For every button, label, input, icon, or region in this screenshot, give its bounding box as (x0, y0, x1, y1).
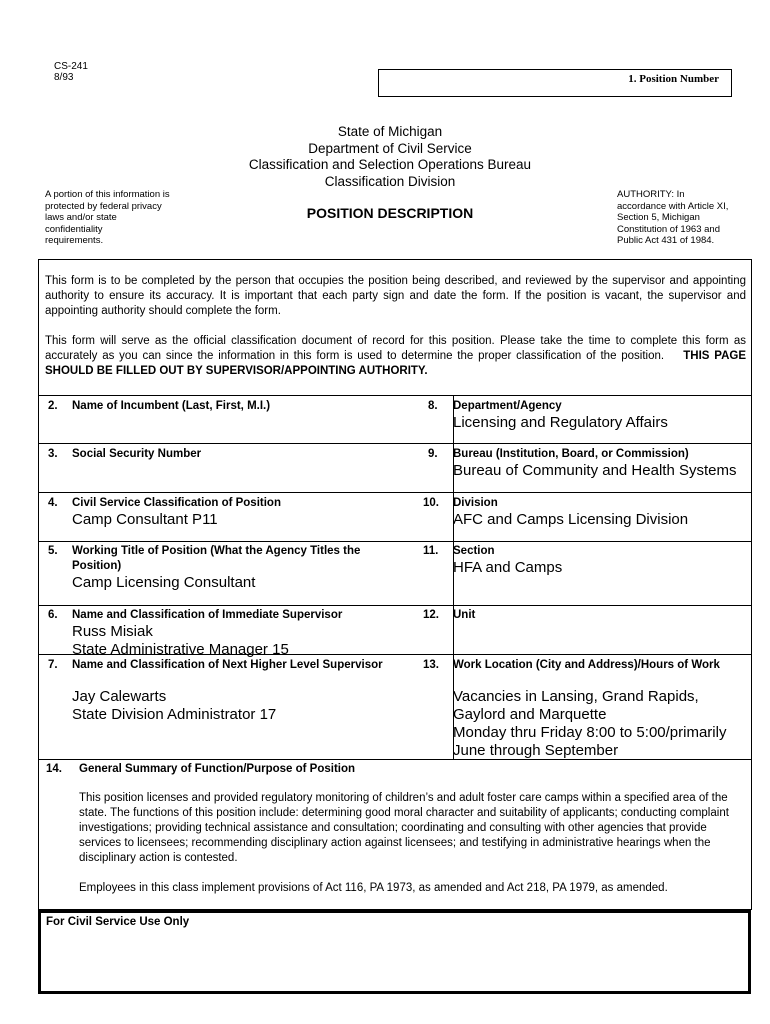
field-label: Unit (453, 609, 476, 621)
field-number: 3. (48, 448, 58, 460)
field-value: HFA and Camps (453, 559, 563, 576)
field-label: Social Security Number (72, 448, 202, 460)
summary-paragraph-1: This position licenses and provided regulatory monitoring of children’s and adult foster care camps within a specified area of the state. The functions of this position include: determining good moral character and suitability of applicants; conducting complaint investigations; providing technical assistance and consultation; coordinating and consulting with other agencies that provide services to licensees; recommending disciplinary action against licensees; and testifying in administrative hearings when the disciplinary action is contested. (79, 792, 729, 864)
intro-instruction: THIS PAGE SHOULD BE FILLED OUT BY SUPERVISOR/APPOINTING AUTHORITY. (45, 350, 747, 377)
field-value: Licensing and Regulatory Affairs (453, 414, 668, 431)
position-number-label: 1. Position Number (628, 73, 719, 85)
higher-supervisor-name: Jay Calewarts (72, 688, 167, 705)
field-value: Camp Licensing Consultant (72, 574, 256, 591)
field-label: Section (453, 545, 495, 557)
authority-line: accordance with Article XI, (617, 200, 729, 212)
general-summary-section[interactable] (38, 759, 752, 910)
page-title: POSITION DESCRIPTION (306, 205, 474, 221)
intro-paragraph-2-text: This form will serve as the official classification document of record for this position. Please take the time to complete this form as accurately as you can since the information in this form is used to determine the proper classification of the position. (45, 335, 746, 362)
privacy-line: confidentiality (45, 223, 103, 235)
supervisor-name: Russ Misiak (72, 623, 153, 640)
field-value: AFC and Camps Licensing Division (453, 511, 689, 528)
header-department: Department of Civil Service (308, 140, 472, 156)
summary-paragraph-2: Employees in this class implement provisions of Act 116, PA 1973, as amended and Act 218, PA 1979, as amended. (79, 882, 668, 894)
civil-service-label: For Civil Service Use Only (46, 916, 190, 928)
field-label: Working Title of Position (What the Agency Titles the Position) (72, 545, 361, 572)
field-number: 14. (46, 763, 62, 775)
field-label: Department/Agency (453, 400, 562, 412)
work-location-line: Gaylord and Marquette (453, 706, 607, 723)
header-bureau: Classification and Selection Operations Bureau (248, 157, 532, 172)
authority-line: AUTHORITY: In (617, 189, 685, 200)
header-state: State of Michigan (337, 124, 443, 139)
work-hours-line: Monday thru Friday 8:00 to 5:00/primarily (453, 724, 727, 741)
authority-line: Section 5, Michigan (617, 212, 700, 224)
field-number: 5. (48, 545, 58, 557)
field-number: 4. (48, 497, 58, 509)
privacy-notice (45, 189, 195, 247)
intro-paragraph-2 (45, 334, 746, 379)
field-label: Name of Incumbent (Last, First, M.I.) (72, 400, 271, 412)
work-location-line: Vacancies in Lansing, Grand Rapids, (453, 688, 699, 705)
position-number-field[interactable] (378, 69, 732, 97)
authority-notice (617, 189, 757, 247)
field-number: 12. (423, 609, 439, 621)
field-label: Name and Classification of Next Higher Level Supervisor (72, 659, 383, 671)
privacy-line: protected by federal privacy (45, 200, 162, 212)
field-label: Work Location (City and Address)/Hours of Work (453, 659, 720, 671)
field-label: General Summary of Function/Purpose of Position (79, 763, 356, 775)
field-label: Bureau (Institution, Board, or Commission) (453, 448, 689, 460)
field-value: Camp Consultant P11 (72, 511, 218, 528)
field-number: 6. (48, 609, 58, 621)
field-label: Civil Service Classification of Position (72, 497, 281, 509)
agency-header (150, 124, 630, 190)
authority-line: Public Act 431 of 1984. (617, 235, 715, 247)
privacy-line: requirements. (45, 235, 104, 247)
work-hours-line: June through September (453, 742, 619, 759)
field-value: Bureau of Community and Health Systems (453, 462, 737, 479)
form-date: 8/93 (54, 72, 74, 83)
intro-paragraph-1: This form is to be completed by the person that occupies the position being described, and reviewed by the supervisor and appointing authority to ensure its accuracy. It is important that each party sign and date the form. If the position is vacant, the supervisor and appointing authority should complete the form. (45, 275, 746, 317)
form-code (54, 61, 88, 83)
field-number: 11. (423, 545, 439, 557)
header-division: Classification Division (324, 173, 456, 189)
field-number: 9. (428, 448, 438, 460)
field-label: Name and Classification of Immediate Supervisor (72, 609, 343, 621)
field-number: 13. (423, 659, 439, 671)
civil-service-use-box[interactable] (38, 910, 751, 994)
field-number: 2. (48, 400, 58, 412)
supervisor-classification: State Administrative Manager 15 (72, 641, 289, 658)
privacy-line: laws and/or state (45, 212, 117, 224)
higher-supervisor-classification: State Division Administrator 17 (72, 706, 277, 723)
authority-line: Constitution of 1963 and (617, 223, 720, 235)
field-number: 8. (428, 400, 438, 412)
privacy-line: A portion of this information is (45, 189, 170, 200)
field-number: 10. (423, 497, 439, 509)
form-number: CS-241 (54, 61, 88, 72)
field-label: Division (453, 497, 498, 509)
field-number: 7. (48, 659, 58, 671)
